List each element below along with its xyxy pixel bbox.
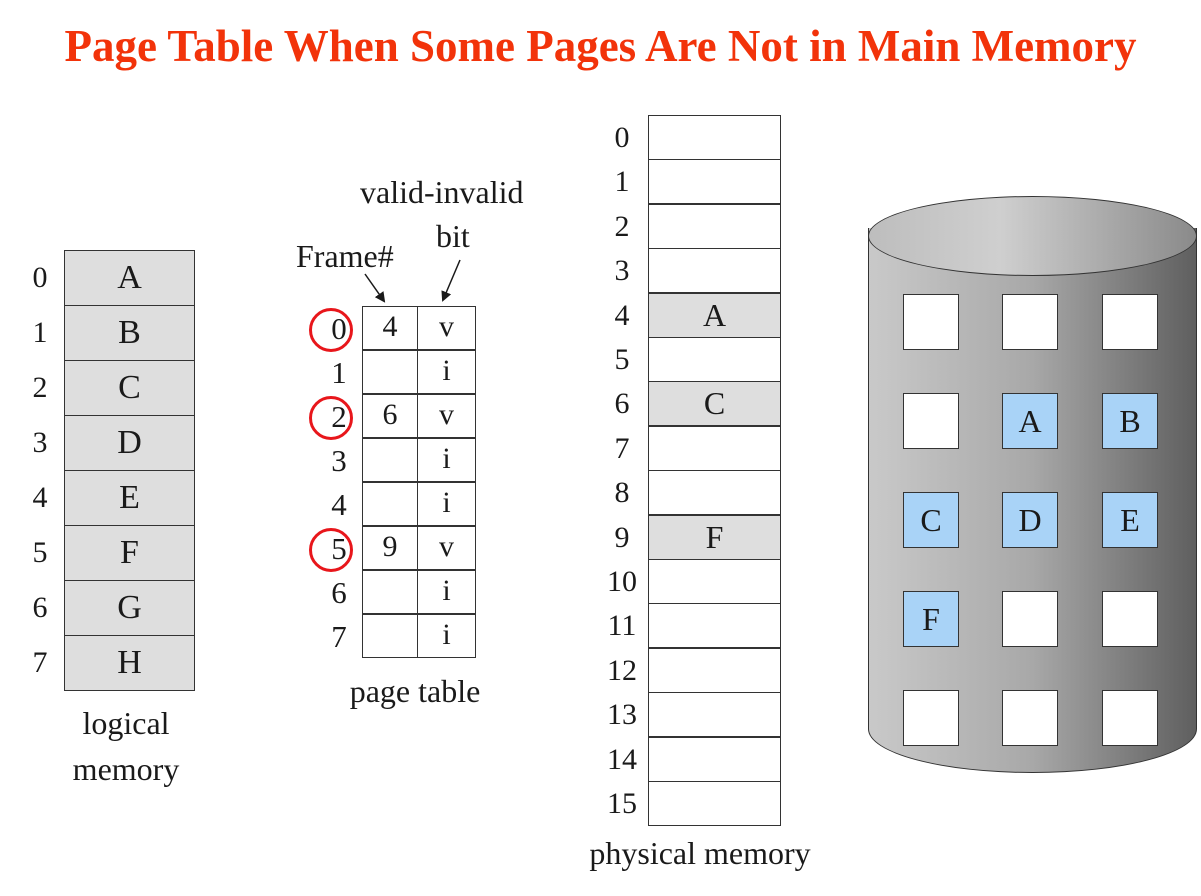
logical-page: B <box>64 305 195 361</box>
frame-arrow <box>365 274 384 301</box>
disk-page-slot: B <box>1102 393 1158 449</box>
page-table-index: 2 <box>331 399 347 434</box>
physical-frame-index: 9 <box>614 520 630 554</box>
logical-page: G <box>64 580 195 636</box>
physical-memory-caption: physical memory <box>589 835 811 871</box>
page-table-frame-cell <box>362 438 418 482</box>
physical-frame <box>648 470 781 515</box>
disk-page-slot: A <box>1002 393 1058 449</box>
page-table-valid-bit-cell: i <box>417 438 476 482</box>
physical-frame <box>648 159 781 204</box>
disk-page-slot <box>1102 591 1158 647</box>
page-table-valid-bit-cell: v <box>417 394 476 438</box>
logical-page: C <box>64 360 195 416</box>
page-table-index: 6 <box>331 575 347 610</box>
disk-page-slot <box>1002 690 1058 746</box>
physical-frame <box>648 737 781 782</box>
logical-memory-caption-line1: logical <box>82 705 170 741</box>
logical-page: F <box>64 525 195 581</box>
page-table-frame-cell <box>362 570 418 614</box>
physical-frame-index: 15 <box>607 787 637 820</box>
page-table-valid-bit-cell: i <box>417 614 476 658</box>
page-table-index: 3 <box>331 443 347 478</box>
physical-frame-index: 11 <box>607 609 637 643</box>
logical-page: A <box>64 250 195 306</box>
disk-page-slot: C <box>903 492 959 548</box>
disk-page-slot <box>903 393 959 449</box>
physical-frame <box>648 603 781 648</box>
physical-frame-index: 7 <box>614 431 630 465</box>
disk-page-slot: F <box>903 591 959 647</box>
logical-page-index: 3 <box>32 426 48 459</box>
page-table-frame-cell: 6 <box>362 394 418 438</box>
page-table-valid-bit-cell: i <box>417 570 476 614</box>
physical-frame <box>648 692 781 737</box>
physical-frame: A <box>648 293 781 338</box>
page-table-index: 5 <box>331 531 347 566</box>
disk-page-slot <box>903 294 959 350</box>
page-table-frame-cell <box>362 482 418 526</box>
physical-frame <box>648 248 781 293</box>
physical-frame <box>648 426 781 471</box>
physical-frame-index: 10 <box>607 565 637 598</box>
page-table-index: 0 <box>331 311 347 346</box>
physical-frame-index: 12 <box>607 653 637 687</box>
disk-page-slot <box>903 690 959 746</box>
page-table-caption: page table <box>349 673 481 709</box>
disk-page-slot <box>1102 294 1158 350</box>
physical-frame <box>648 648 781 693</box>
page-table-index: 7 <box>331 619 347 654</box>
page-table-index: 1 <box>331 355 347 390</box>
physical-frame-index: 2 <box>614 209 630 243</box>
physical-frame-index: 0 <box>614 121 630 154</box>
highlight-circle <box>309 308 353 352</box>
physical-frame: C <box>648 381 781 426</box>
logical-memory-caption-line2: memory <box>72 751 180 787</box>
disk-page-slot: D <box>1002 492 1058 548</box>
page-table-valid-bit-cell: v <box>417 526 476 570</box>
highlight-circle <box>309 528 353 572</box>
physical-frame: F <box>648 515 781 560</box>
physical-frame <box>648 337 781 382</box>
frame-number-header: Frame# <box>296 238 394 274</box>
page-table-valid-bit-cell: i <box>417 350 476 394</box>
disk-page-slot <box>1002 591 1058 647</box>
logical-page-index: 2 <box>32 371 48 404</box>
page-table-frame-cell: 9 <box>362 526 418 570</box>
physical-frame-index: 4 <box>614 298 630 332</box>
disk-page-slot: E <box>1102 492 1158 548</box>
physical-frame <box>648 559 781 604</box>
highlight-circle <box>309 396 353 440</box>
valid-invalid-header-line1: valid-invalid <box>360 174 524 210</box>
physical-frame <box>648 204 781 249</box>
physical-frame-index: 8 <box>614 476 630 510</box>
physical-frame <box>648 115 781 160</box>
logical-page: D <box>64 415 195 471</box>
logical-page-index: 6 <box>32 591 48 624</box>
page-table-valid-bit-cell: v <box>417 306 476 350</box>
slide-title: Page Table When Some Pages Are Not in Main Memory <box>64 21 1137 71</box>
physical-frame <box>648 781 781 826</box>
logical-page-index: 5 <box>32 536 48 569</box>
physical-frame-index: 1 <box>614 165 630 199</box>
logical-page-index: 4 <box>32 481 48 514</box>
page-table-frame-cell: 4 <box>362 306 418 350</box>
logical-page-index: 7 <box>32 646 48 679</box>
logical-page-index: 0 <box>32 261 48 294</box>
bit-arrow <box>443 260 460 300</box>
physical-frame-index: 6 <box>614 387 630 421</box>
disk-page-slot <box>1102 690 1158 746</box>
valid-invalid-header-line2: bit <box>436 218 470 254</box>
page-table-frame-cell <box>362 350 418 394</box>
physical-frame-index: 13 <box>607 698 637 732</box>
physical-frame-index: 5 <box>614 343 630 376</box>
physical-frame-index: 14 <box>607 742 637 776</box>
disk-page-slot <box>1002 294 1058 350</box>
disk-cylinder-top <box>868 196 1197 276</box>
logical-page-index: 1 <box>32 316 48 349</box>
page-table-index: 4 <box>331 487 347 522</box>
physical-frame-index: 3 <box>614 254 630 288</box>
page-table-valid-bit-cell: i <box>417 482 476 526</box>
logical-page: E <box>64 470 195 526</box>
logical-page: H <box>64 635 195 691</box>
page-table-frame-cell <box>362 614 418 658</box>
